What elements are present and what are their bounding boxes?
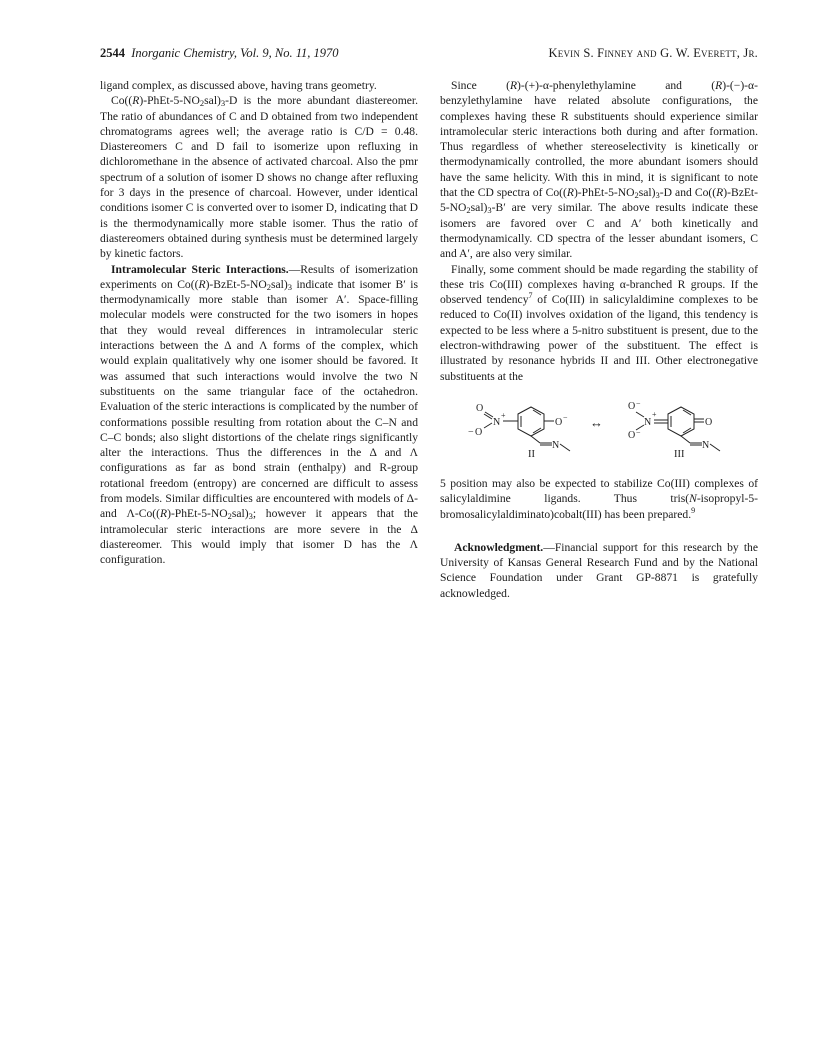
resonance-arrow: ↔ bbox=[590, 414, 603, 430]
paragraph-steric-interactions: Intramolecular Steric Interactions.—Results of isomerization experiments on $Co((R)-BzEt-5-NO_2sal)_3$ indicate that isomer B′ is thermodynamically more stable than isomer A′. Space-filling molecular models were constructed for the two isomers in hopes that they would reveal differences in intramolecular steric interactions between the Δ and Λ forms of the complex, which would explain qualitatively why one isomer should be favored. It was assumed that such interactions would involve the two N substituents on the same triangular face of the octahedron. Evaluation of the steric interactions is complicated by the number of conformations possible resulting from rotation about the C–N and C–C bonds; also slight distortions of the chelate rings significantly alter the interactions. Thus the differences in the Δ and Λ configurations as far as bond strain (enthalpy) and R-group rotational freedom (entropy) are concerned are difficult to assess from models. Similar difficulties are encountered with models of Δ- and $\Lambda-Co((R)-PhEt-5-NO_2sal)_3$; however it appears that the intramolecular steric interactions are more severe in the Δ diastereomer. This would imply that isomer D has the Λ configuration. bbox=[100, 262, 418, 567]
charge-minus-II: − bbox=[468, 426, 474, 438]
quinoid-ring-III bbox=[668, 407, 694, 436]
charge-minus-bottom-III: − bbox=[636, 427, 641, 437]
atom-o-bottom-III: O bbox=[628, 429, 636, 441]
label-structure-III: III bbox=[674, 448, 685, 460]
atom-o-carbonyl-III: O bbox=[705, 416, 713, 428]
resonance-structures-svg bbox=[440, 398, 758, 464]
atom-o-phenoxide-II: O bbox=[555, 416, 563, 428]
left-column bbox=[100, 78, 418, 568]
atom-o-bottom-II: O bbox=[475, 426, 483, 438]
right-column bbox=[440, 78, 758, 601]
charge-minus-phenoxide-II: − bbox=[563, 412, 568, 422]
paragraph-isomer-abundance: $Co((R)-PhEt-5-NO_2sal)_3-D$ is the more abundant diastereomer. The ratio of abundances of C and D obtained from two independent chromatograms agrees well; the average ratio is C/D = 0.48. Diastereomers C and D fail to isomerize upon refluxing in dichloromethane in the absence of activated charcoal. Also the pmr spectrum of a solution of isomer D shows no change after refluxing for 3 days in the presence of charcoal. However, under identical conditions isomer C is converted over to isomer D, indicating that D is the thermodynamically more stable isomer. Thus the ratio of diastereomers obtained during synthesis must be determined largely by kinetic factors. bbox=[100, 94, 418, 261]
journal-citation: Inorganic Chemistry, Vol. 9, No. 11, 1970 bbox=[131, 46, 339, 60]
paragraph-continued: ligand complex, as discussed above, having trans geometry. bbox=[100, 79, 377, 92]
acknowledgment-paragraph: Acknowledgment.—Financial support for this research by the University of Kansas General Research Fund and by the National Science Foundation under Grant GP-8871 is gratefully acknowledged. bbox=[440, 540, 758, 600]
charge-minus-top-III: − bbox=[636, 398, 641, 408]
paragraph-stability: Finally, some comment should be made regarding the stability of these tris Co(III) complexes having α-branched R groups. If the observed tendency$^7$ of Co(III) in salicylaldimine complexes to be reduced to Co(II) involves oxidation of the ligand, this tendency is expected to be less where a 5-nitro substituent is present, due to the electron-withdrawing power of the substituent. The effect is illustrated by resonance hybrids II and III. Other electronegative substituents at the bbox=[440, 262, 758, 383]
charge-plus-III: + bbox=[652, 409, 657, 419]
paragraph-configurations: Since (R)-(+)-α-phenylethylamine and (R)-(−)-α-benzylethylamine have related absolute configurations, the complexes having these R substituents should experience similar intramolecular steric interactions both during and after formation. Thus regardless of whether stereoselectivity is kinetically or thermodynamically controlled, the more abundant isomers should have the same helicity. With this in mind, it is significant to note that the CD spectra of $Co((R)-PhEt-5-NO_2sal)_3-D$ and $Co((R)-BzEt-5-NO_2sal)_3-B'$ are very similar. The above results indicate these isomers are favored over C and A′ both kinetically and thermodynamically. CD spectra of the lesser abundant isomers, C and A′, are also very similar. bbox=[440, 79, 758, 261]
benzene-ring-II bbox=[518, 407, 544, 436]
page-number: 2544 bbox=[100, 46, 125, 60]
paragraph-5-position: 5 position may also be expected to stabilize Co(III) complexes of salicylaldimine ligands. Thus tris(N-isopropyl-5-bromosalicylaldiminato)cobalt(III) has been prepared.$^9$ bbox=[440, 476, 758, 521]
resonance-hybrids-figure bbox=[440, 398, 758, 464]
label-structure-II: II bbox=[528, 448, 535, 460]
atom-n-imine-II: N bbox=[552, 439, 560, 451]
reference-7: 7 bbox=[528, 291, 533, 301]
atom-n-nitro-II: N bbox=[493, 416, 501, 428]
author-names: Kevin S. Finney and G. W. Everett, Jr. bbox=[548, 46, 758, 60]
atom-o-top-III: O bbox=[628, 400, 636, 412]
atom-o-top-II: O bbox=[476, 402, 484, 414]
reference-9: 9 bbox=[691, 505, 696, 515]
atom-n-nitro-III: N bbox=[644, 416, 652, 428]
acknowledgment-heading: Acknowledgment. bbox=[454, 540, 544, 554]
running-head bbox=[100, 46, 758, 64]
section-heading-steric: Intramolecular Steric Interactions. bbox=[111, 262, 289, 276]
running-head-left bbox=[100, 46, 339, 61]
atom-n-imine-III: N bbox=[702, 439, 710, 451]
charge-plus-II: + bbox=[501, 410, 506, 420]
